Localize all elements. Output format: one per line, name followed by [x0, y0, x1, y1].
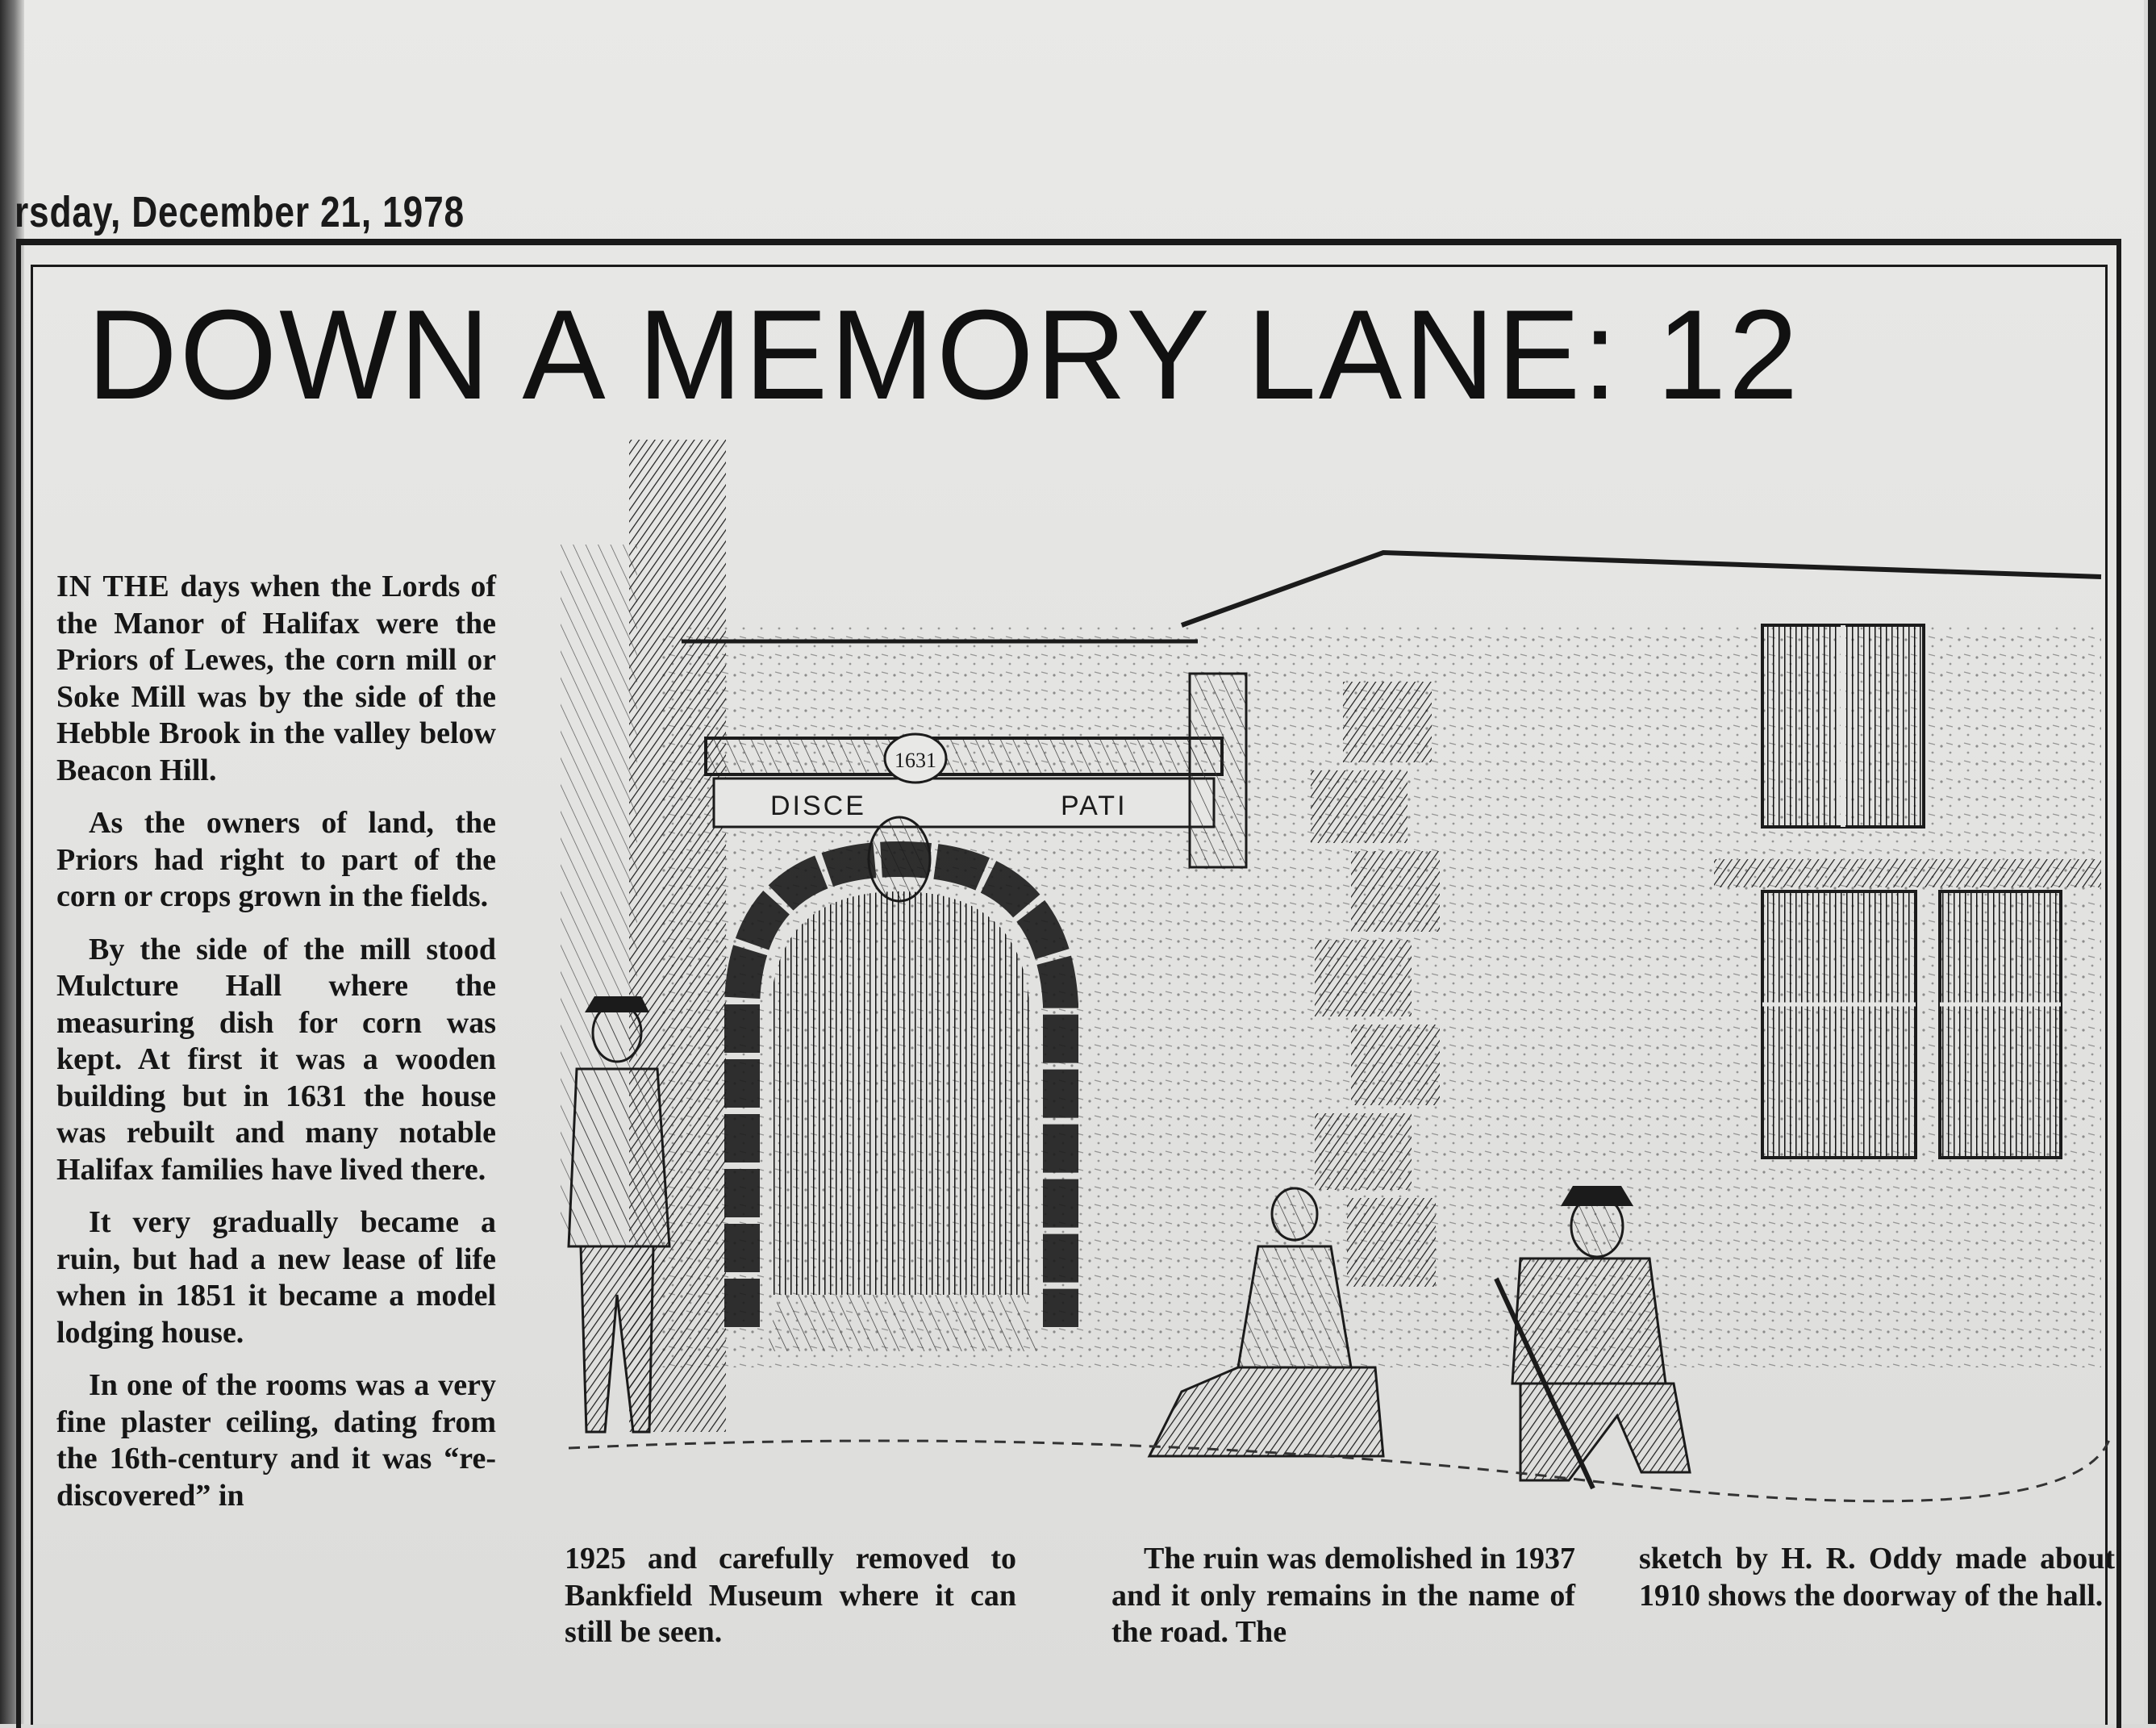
- article-column-1: [56, 569, 496, 1530]
- door-lintel: [706, 738, 1222, 774]
- date-stone-text: 1631: [895, 749, 936, 772]
- clipping-right-edge: [2148, 0, 2156, 1724]
- dateline: rsday, December 21, 1978: [15, 188, 465, 236]
- sketch-illustration: [536, 440, 2117, 1521]
- side-window: [1190, 674, 1246, 867]
- paragraph-1: [56, 569, 496, 789]
- article-column-2: [565, 1541, 1016, 1667]
- lower-window: [1762, 891, 2061, 1158]
- doorway-steps: [766, 1295, 1036, 1351]
- lintel-text-right: PATI: [1061, 791, 1128, 821]
- lintel-text-left: DISCE: [770, 791, 866, 821]
- headline: DOWN A MEMORY LANE: 12: [87, 284, 1801, 426]
- paragraph-col4: sketch by H. R. Oddy made about 1910 shows the doorway of the hall.: [1639, 1542, 2115, 1613]
- paragraph-4: It very gradually became a ruin, but had a new lease of life when in 1851 it became a model lodging house.: [56, 1205, 496, 1350]
- upper-window: [1762, 625, 1924, 827]
- doorway-opening: [770, 891, 1030, 1295]
- paragraph-col2: 1925 and carefully removed to Bankfield Museum where it can still be seen.: [565, 1542, 1016, 1649]
- paragraph-2: As the owners of land, the Priors had right to part of the corn or crops grown in the fields.: [56, 806, 496, 913]
- paragraph-1-text: days when the Lords of the Manor of Halifax were the Priors of Lewes, the corn mill or Soke Mill was by the side of the Hebble Brook in the valley below Beacon Hill.: [56, 570, 496, 787]
- window-hood-mould: [1714, 859, 2101, 887]
- paragraph-col3: The ruin was demolished in 1937 and it only remains in the name of the road. The: [1111, 1542, 1575, 1649]
- paragraph-5: In one of the rooms was a very fine plaster ceiling, dating from the 16th-century and it was “re-discovered” in: [56, 1368, 496, 1513]
- article-column-3: [1111, 1541, 1575, 1667]
- paragraph-3: By the side of the mill stood Mulcture Hall where the measuring dish for corn was kept. At first it was a wooden building but in 1631 the house was rebuilt and many notable Halifax families have lived there.: [56, 932, 496, 1187]
- lead-in: IN THE: [56, 570, 170, 603]
- roof-line: [1182, 553, 2101, 625]
- article-column-4: [1639, 1541, 2115, 1630]
